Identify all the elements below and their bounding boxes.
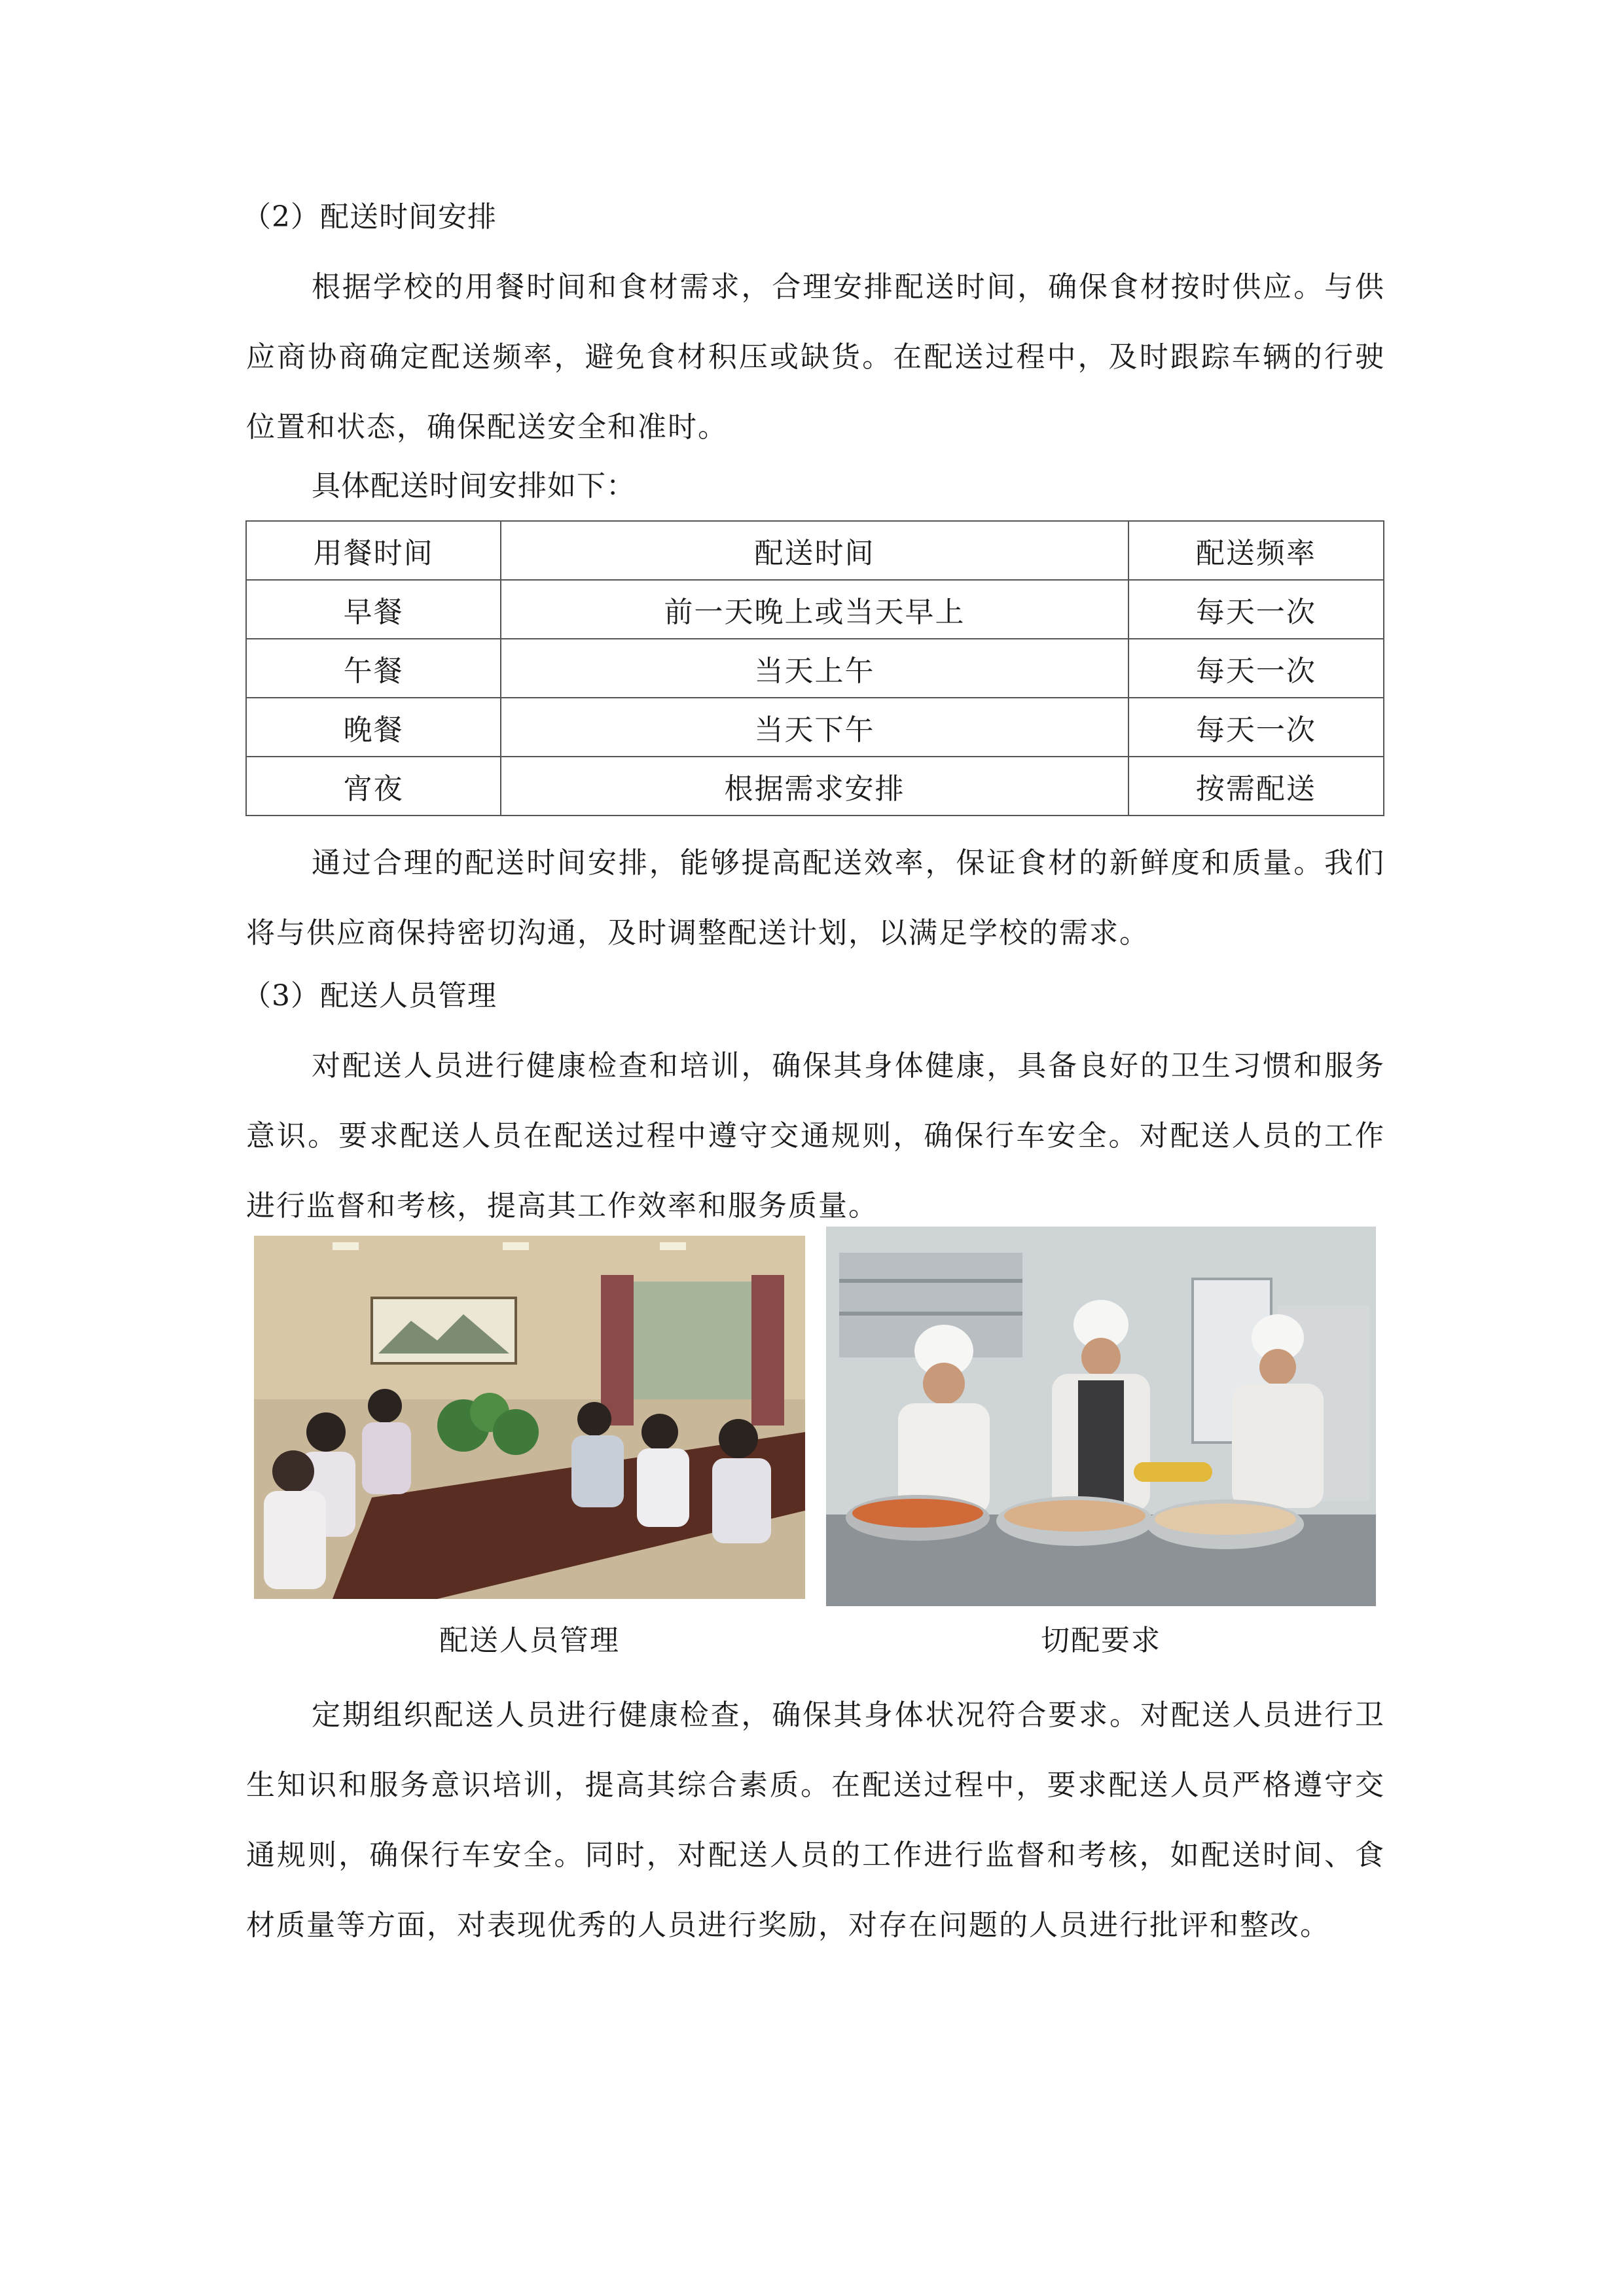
table-cell: 早餐 <box>246 580 501 639</box>
table-cell: 当天上午 <box>501 639 1128 698</box>
table-header-cell: 配送频率 <box>1128 521 1384 580</box>
table-cell: 每天一次 <box>1128 698 1384 757</box>
meeting-room-photo <box>254 1236 805 1599</box>
table-cell: 当天下午 <box>501 698 1128 757</box>
paragraph-staff-inspection: 定期组织配送人员进行健康检查，确保其身体状况符合要求。对配送人员进行卫生知识和服务意识培训，提高其综合素质。在配送过程中，要求配送人员严格遵守交通规则，确保行车安全。同时，对配送人员的工作进行监督和考核，如配送时间、食材质量等方面，对表现优秀的人员进行奖励，对存在问题的人员进行批评和整改。 <box>246 1698 1385 1942</box>
table-cell: 午餐 <box>246 639 501 698</box>
table-cell: 每天一次 <box>1128 580 1384 639</box>
photo-caption-staff: 配送人员管理 <box>439 1624 620 1657</box>
section-heading-2: （2）配送时间安排 <box>242 200 497 234</box>
paragraph-delivery-schedule: 根据学校的用餐时间和食材需求，合理安排配送时间，确保食材按时供应。与供应商协商确定配送频率，避免食材积压或缺货。在配送过程中，及时跟踪车辆的行驶位置和状态，确保配送安全和准时。 <box>246 270 1385 444</box>
table-row <box>246 580 1384 639</box>
paragraph-schedule-benefits: 通过合理的配送时间安排，能够提高配送效率，保证食材的新鲜度和质量。我们将与供应商保持密切沟通，及时调整配送计划，以满足学校的需求。 <box>246 846 1385 950</box>
kitchen-prep-photo <box>826 1227 1376 1606</box>
photo-caption-prep: 切配要求 <box>1041 1624 1161 1657</box>
table-cell: 每天一次 <box>1128 639 1384 698</box>
table-cell: 按需配送 <box>1128 757 1384 816</box>
table-header-row <box>246 521 1384 580</box>
table-header-cell: 配送时间 <box>501 521 1128 580</box>
table-cell: 根据需求安排 <box>501 757 1128 816</box>
meeting-room-image <box>254 1236 805 1599</box>
table-row <box>246 639 1384 698</box>
paragraph-staff-management: 对配送人员进行健康检查和培训，确保其身体健康，具备良好的卫生习惯和服务意识。要求配送人员在配送过程中遵守交通规则，确保行车安全。对配送人员的工作进行监督和考核，提高其工作效率和服务质量。 <box>246 1049 1385 1223</box>
kitchen-prep-image <box>826 1227 1376 1606</box>
table-row <box>246 757 1384 816</box>
section-heading-3: （3）配送人员管理 <box>242 979 497 1013</box>
table-cell: 宵夜 <box>246 757 501 816</box>
table-header-cell: 用餐时间 <box>246 521 501 580</box>
table-intro: 具体配送时间安排如下： <box>312 469 636 503</box>
table-cell: 晚餐 <box>246 698 501 757</box>
table-cell: 前一天晚上或当天早上 <box>501 580 1128 639</box>
table-row <box>246 698 1384 757</box>
delivery-schedule-table <box>245 520 1384 816</box>
